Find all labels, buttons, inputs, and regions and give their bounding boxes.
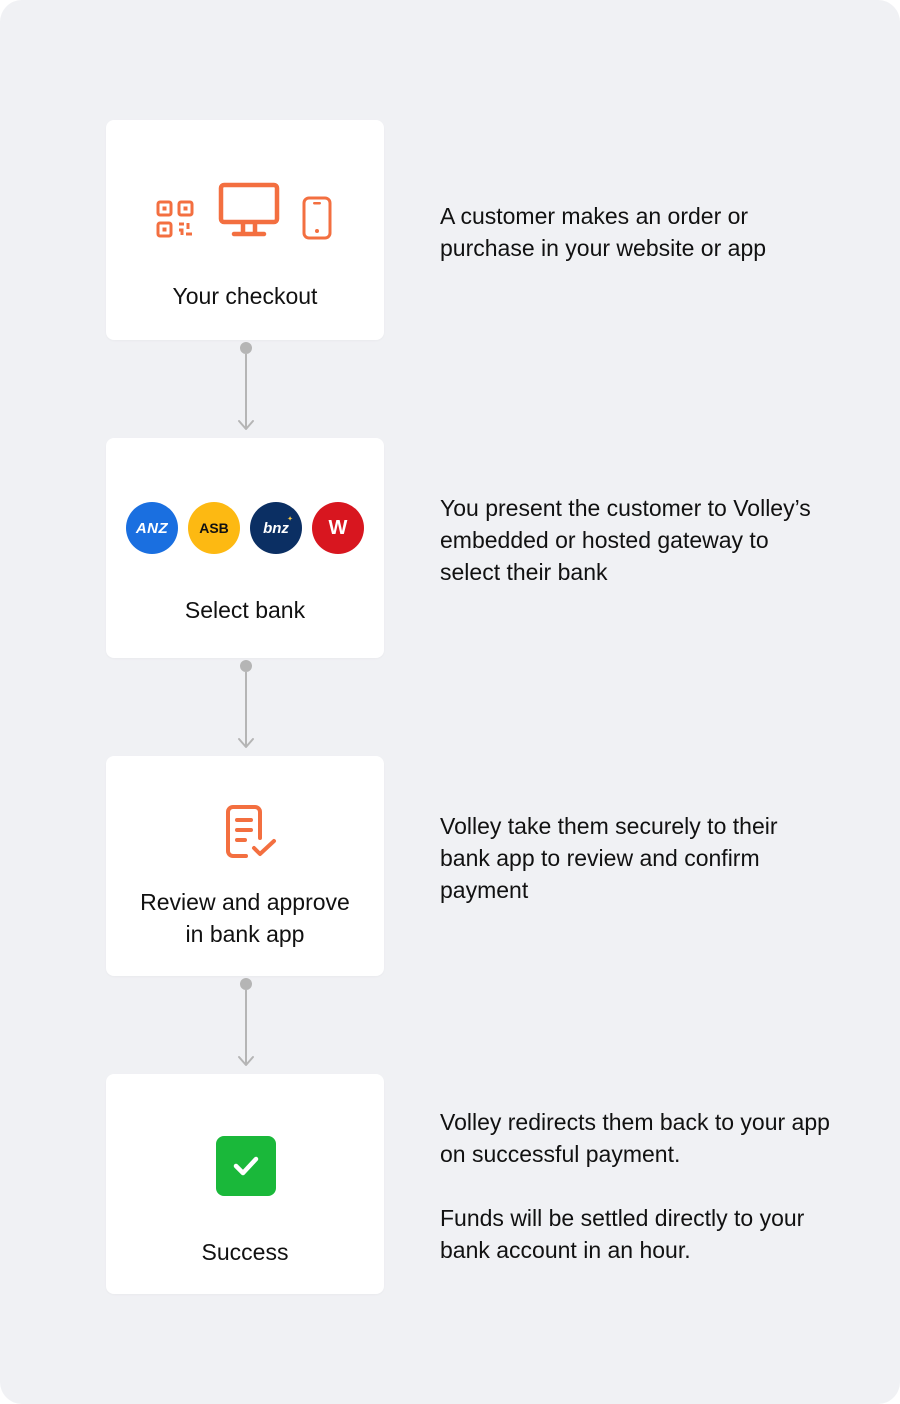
- bank-name: ASB: [199, 520, 229, 536]
- bank-name: W: [328, 516, 348, 539]
- step-label: Your checkout: [172, 283, 318, 309]
- step-description-checkout: [440, 200, 830, 264]
- step-label: Select bank: [184, 597, 306, 623]
- westpac-bank-logo[interactable]: [312, 502, 364, 554]
- bnz-bank-logo[interactable]: [250, 502, 302, 554]
- description-text: Volley take them securely to their bank app to review and confirm payment: [440, 813, 778, 903]
- bank-name: ANZ: [135, 519, 169, 537]
- step-description-success: [440, 1106, 830, 1266]
- flow-arrow: [236, 658, 256, 750]
- asb-bank-logo[interactable]: [188, 502, 240, 554]
- step-description-select-bank: [440, 492, 830, 588]
- bank-name: bnz: [263, 519, 289, 537]
- step-label: Review and approve in bank app: [140, 889, 350, 947]
- flow-arrow: [236, 340, 256, 432]
- description-text: Funds will be settled directly to your bank account in an hour.: [440, 1205, 805, 1263]
- step-card-select-bank: [106, 438, 384, 658]
- document-check-icon: [224, 804, 280, 864]
- description-text: Volley redirects them back to your app on successful payment.: [440, 1109, 830, 1167]
- qr-code-icon: [156, 200, 194, 238]
- mobile-phone-icon: [302, 196, 332, 240]
- step-card-success: [106, 1074, 384, 1294]
- step-description-review-approve: [440, 810, 830, 906]
- success-check-icon: [216, 1136, 276, 1196]
- step-card-review-approve: [106, 756, 384, 976]
- description-text: You present the customer to Volley’s embedded or hosted gateway to select their bank: [440, 495, 811, 585]
- anz-bank-logo[interactable]: [126, 502, 178, 554]
- desktop-monitor-icon: [218, 182, 280, 238]
- flow-arrow: [236, 976, 256, 1068]
- step-card-checkout: [106, 120, 384, 340]
- step-label: Success: [201, 1239, 289, 1265]
- description-text: A customer makes an order or purchase in your website or app: [440, 203, 767, 261]
- star-icon: ✦: [287, 516, 293, 523]
